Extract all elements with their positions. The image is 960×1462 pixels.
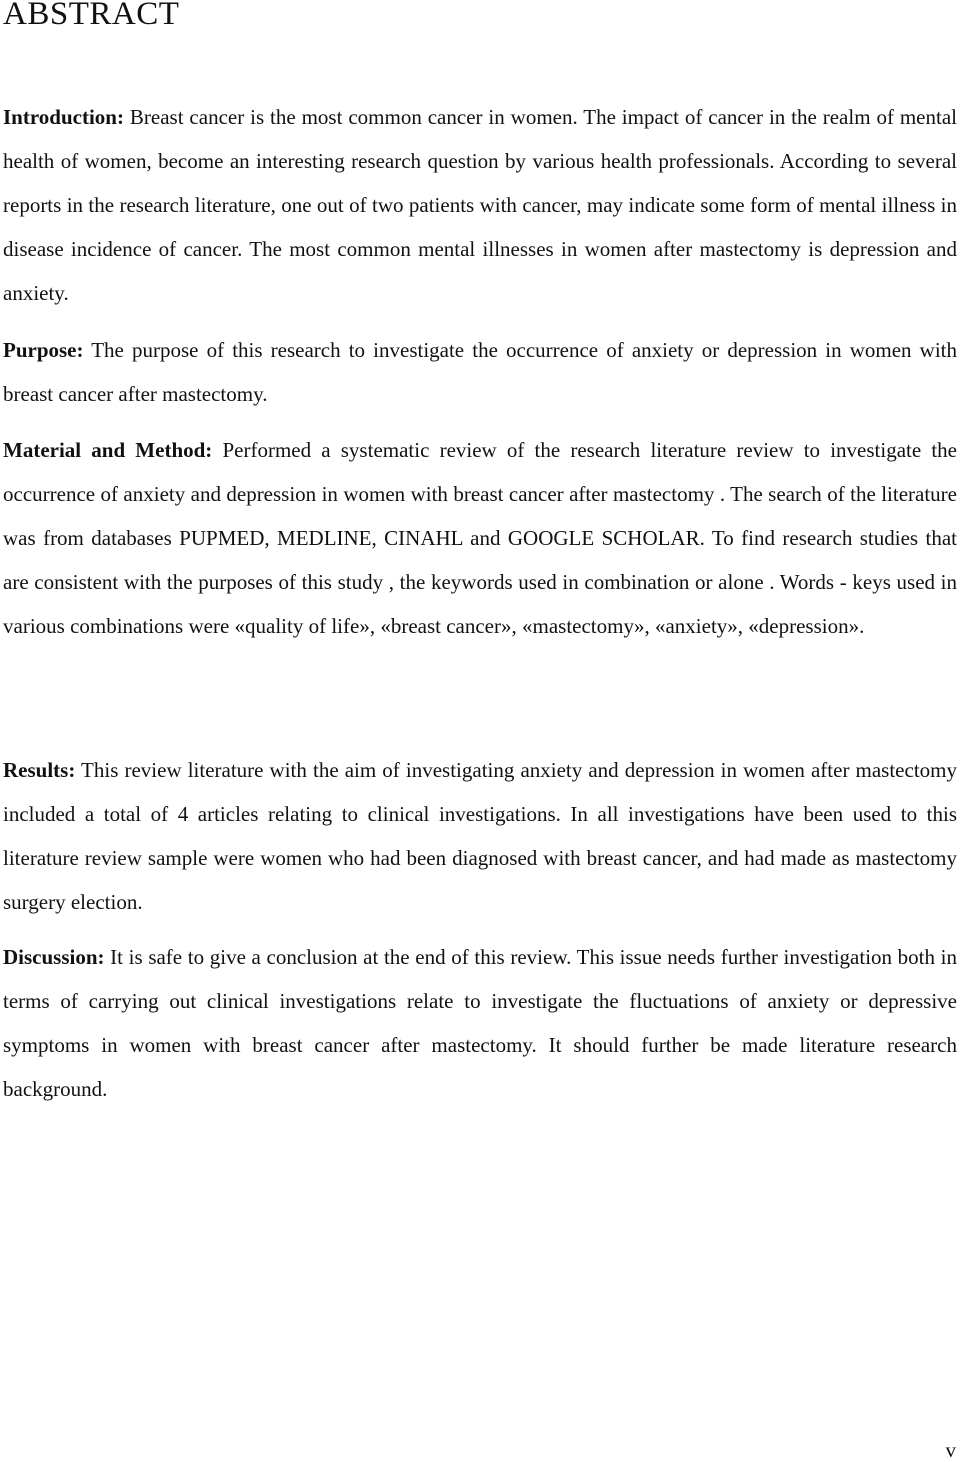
page-number: v: [945, 1438, 956, 1462]
introduction-label: Introduction:: [3, 105, 124, 129]
abstract-heading: ABSTRACT: [3, 0, 180, 32]
discussion-text: It is safe to give a conclusion at the end of this review. This issue needs further investigation both in terms of carrying out clinical investigations relate to investigate the fluctuations of anxiety or depressive symptoms in women with breast cancer after mastectomy. It should further be made literature research background.: [3, 945, 957, 1101]
discussion-label: Discussion:: [3, 945, 105, 969]
results-text: This review literature with the aim of investigating anxiety and depression in women after mastectomy included a total of 4 articles relating to clinical investigations. In all investigations have been used to this literature review sample were women who had been diagnosed with breast cancer, and had made as mastectomy surgery election.: [3, 758, 957, 914]
discussion-paragraph: [3, 935, 957, 1111]
purpose-text: The purpose of this research to investigate the occurrence of anxiety or depression in women with breast cancer after mastectomy.: [3, 338, 957, 406]
results-label: Results:: [3, 758, 76, 782]
introduction-paragraph: [3, 95, 957, 315]
material-method-paragraph: [3, 428, 957, 648]
introduction-text: Breast cancer is the most common cancer in women. The impact of cancer in the realm of mental health of women, become an interesting research question by various health professionals. According to several reports in the research literature, one out of two patients with cancer, may indicate some form of mental illness in disease incidence of cancer. The most common mental illnesses in women after mastectomy is depression and anxiety.: [3, 105, 957, 305]
results-paragraph: [3, 748, 957, 924]
purpose-label: Purpose:: [3, 338, 84, 362]
material-method-text: Performed a systematic review of the research literature review to investigate the occurrence of anxiety and depression in women with breast cancer after mastectomy . The search of the literature was from databases PUPMED, MEDLINE, CINAHL and GOOGLE SCHOLAR. To find research studies that are consistent with the purposes of this study , the keywords used in combination or alone . Words - keys used in various combinations were «quality of life», «breast cancer», «mastectomy», «anxiety», «depression».: [3, 438, 957, 638]
purpose-paragraph: [3, 328, 957, 416]
material-method-label: Material and Method:: [3, 438, 213, 462]
